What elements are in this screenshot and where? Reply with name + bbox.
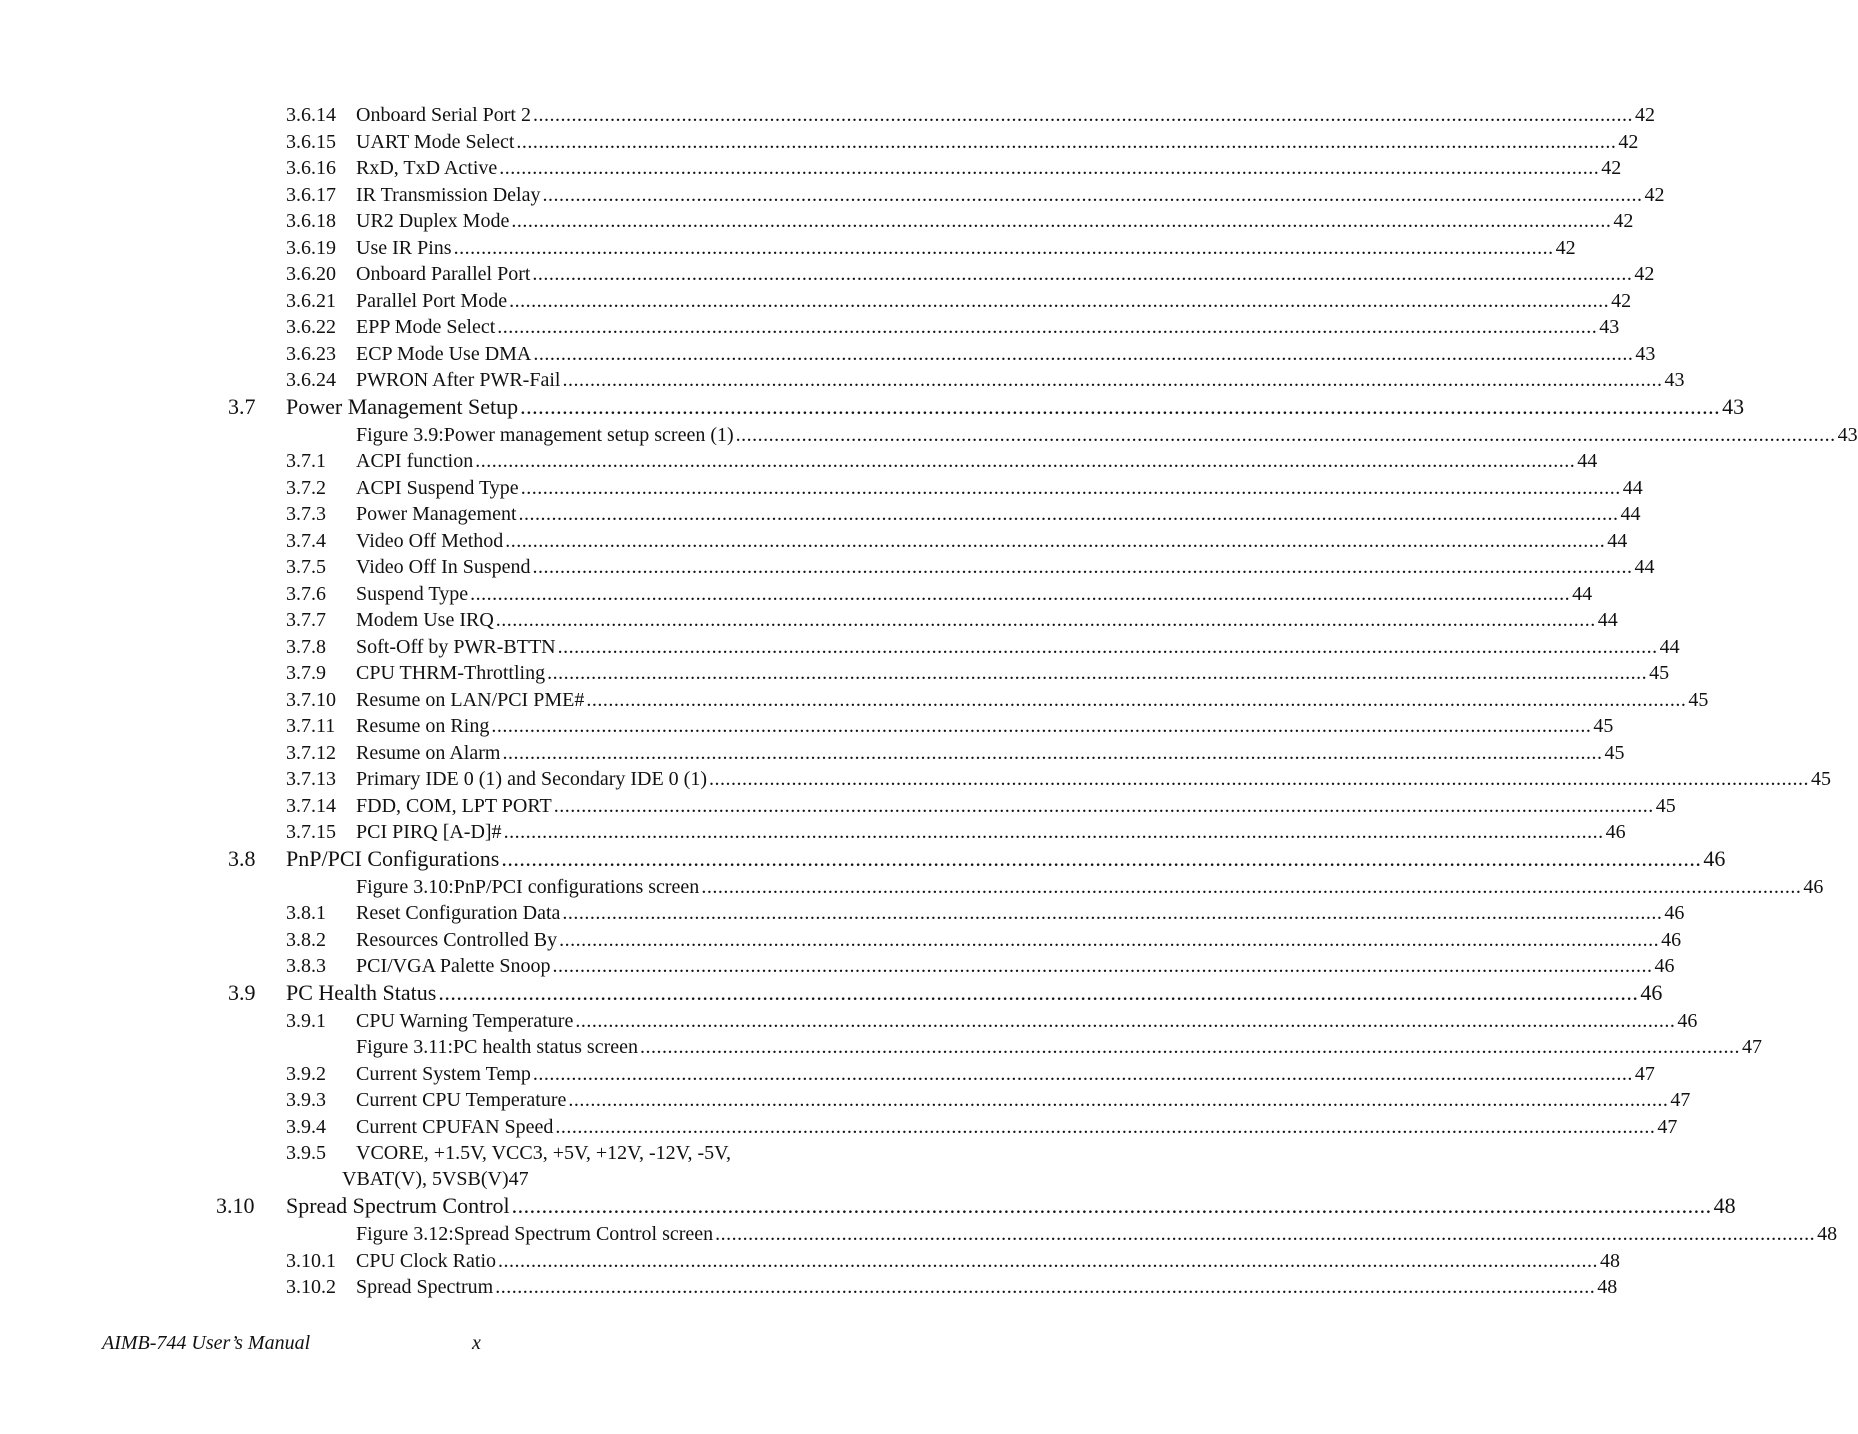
toc-title: ECP Mode Use DMA <box>356 342 532 365</box>
toc-page-number: 46 <box>1661 928 1682 951</box>
dot-leader: ........................................................................................................................................................................................................ <box>557 635 1658 658</box>
dot-leader: ........................................................................................................................................................................................................ <box>568 1089 1669 1111</box>
toc-title: ACPI Suspend Type <box>356 476 519 499</box>
dot-leader: ........................................................................................................................................................................................................ <box>505 529 1606 552</box>
dot-leader: ........................................................................................................................................................................................................ <box>520 476 1621 499</box>
toc-page-number: 46 <box>1677 1009 1698 1032</box>
toc-title: Current CPU Temperature <box>356 1089 567 1111</box>
dot-leader: ........................................................................................................................................................................................................ <box>438 979 1639 1005</box>
toc-section-number: 3.6.24 <box>286 369 336 391</box>
toc-page-number: 42 <box>1611 289 1632 312</box>
toc-title: PCI PIRQ [A-D]# <box>356 821 502 843</box>
toc-page-number: 45 <box>1593 715 1614 737</box>
toc-title: Spread Spectrum <box>356 1276 494 1298</box>
toc-section-number: 3.6.20 <box>286 263 336 285</box>
toc-section-number: 3.6.23 <box>286 342 336 365</box>
toc-page-number: 46 <box>1605 821 1626 843</box>
dot-leader: ........................................................................................................................................................................................................ <box>495 1276 1596 1298</box>
toc-title: Suspend Type <box>356 582 469 605</box>
dot-leader: ........................................................................................................................................................................................................ <box>575 1009 1676 1032</box>
toc-section-number: 3.7.13 <box>286 768 336 790</box>
toc-entry[interactable] <box>0 528 1628 555</box>
toc-section-number: 3.6.22 <box>286 316 336 338</box>
toc-page-number: 42 <box>1613 210 1634 232</box>
toc-section-number: 3.9.5 <box>286 1142 326 1164</box>
toc-figure-entry[interactable] <box>0 422 1858 449</box>
toc-page-number: 42 <box>1634 263 1655 285</box>
toc-entry[interactable] <box>0 182 1665 209</box>
toc-section-number: 3.7.4 <box>286 529 326 552</box>
dot-leader: ........................................................................................................................................................................................................ <box>715 1223 1816 1245</box>
toc-entry[interactable] <box>0 819 1626 846</box>
toc-entry[interactable] <box>0 687 1709 714</box>
toc-entry[interactable] <box>0 102 1655 129</box>
toc-page-number: 44 <box>1607 529 1628 552</box>
dot-leader: ........................................................................................................................................................................................................ <box>586 688 1687 711</box>
toc-title: Resume on Alarm <box>356 741 501 764</box>
toc-title: Video Off Method <box>356 529 504 552</box>
toc-entry[interactable] <box>0 341 1656 368</box>
toc-entry[interactable] <box>0 367 1685 394</box>
toc-entry[interactable] <box>0 927 1682 954</box>
toc-title: PC Health Status <box>286 979 437 1005</box>
toc-title: PnP/PCI Configurations <box>286 845 500 871</box>
toc-entry[interactable] <box>0 393 1745 422</box>
toc-page-number: 43 <box>1837 423 1858 446</box>
toc-title: Power Management Setup <box>286 393 519 419</box>
dot-leader: ........................................................................................................................................................................................................ <box>497 316 1598 338</box>
dot-leader: ........................................................................................................................................................................................................ <box>511 210 1612 232</box>
toc-page-number: 45 <box>1649 662 1670 684</box>
toc-page-number: 43 <box>1599 316 1620 338</box>
toc-entry[interactable] <box>0 501 1641 528</box>
manual-title: AIMB-744 User’s Manual <box>102 1332 311 1354</box>
toc-title: Onboard Serial Port 2 <box>356 104 531 126</box>
toc-page-number: 42 <box>1555 236 1576 259</box>
toc-page-number: 46 <box>1803 875 1824 898</box>
toc-page-number: 48 <box>1600 1249 1621 1272</box>
toc-entry[interactable] <box>0 953 1675 980</box>
dot-leader: ........................................................................................................................................................................................................ <box>470 582 1571 605</box>
toc-title: Figure 3.11:PC health status screen <box>356 1036 638 1058</box>
toc-entry[interactable] <box>0 235 1576 262</box>
dot-leader: ........................................................................................................................................................................................................ <box>547 662 1648 684</box>
toc-section-number: 3.10 <box>216 1193 255 1218</box>
toc-title: PCI/VGA Palette Snoop <box>356 955 551 977</box>
toc-page-number: 45 <box>1604 741 1625 764</box>
dot-leader: ........................................................................................................................................................................................................ <box>491 715 1592 737</box>
dot-leader: ........................................................................................................................................................................................................ <box>503 821 1604 843</box>
toc-page-number: 44 <box>1577 450 1598 472</box>
toc-section-number: 3.7.10 <box>286 688 336 711</box>
dot-leader: ........................................................................................................................................................................................................ <box>562 369 1663 391</box>
toc-page-number: 46 <box>1664 902 1685 924</box>
toc-section-number: 3.6.17 <box>286 183 336 206</box>
toc-entry[interactable] <box>0 713 1614 740</box>
toc-page-number: 47 <box>1670 1089 1691 1111</box>
dot-leader: ........................................................................................................................................................................................................ <box>552 955 1653 977</box>
toc-entry[interactable] <box>0 607 1618 634</box>
toc-entry[interactable] <box>0 634 1680 661</box>
toc-section-number: 3.9.2 <box>286 1062 326 1085</box>
toc-entry[interactable] <box>0 1008 1698 1035</box>
toc-entry[interactable] <box>0 766 1832 793</box>
dot-leader: ........................................................................................................................................................................................................ <box>453 236 1554 259</box>
toc-section-number: 3.6.15 <box>286 130 336 153</box>
toc-entry[interactable] <box>0 900 1685 927</box>
toc-entry[interactable] <box>0 261 1655 288</box>
toc-section-number: 3.8.1 <box>286 902 326 924</box>
toc-page-number: 44 <box>1622 476 1643 499</box>
toc-page-number: 44 <box>1634 556 1655 578</box>
toc-section-number: 3.7.6 <box>286 582 326 605</box>
toc-page-number: 42 <box>1634 104 1655 126</box>
toc-page-number: 44 <box>1659 635 1680 658</box>
toc-title: Figure 3.9:Power management setup screen (1) <box>356 423 734 446</box>
toc-section-number: 3.8.2 <box>286 928 326 951</box>
dot-leader: ........................................................................................................................................................................................................ <box>475 450 1576 472</box>
toc-title: RxD, TxD Active <box>356 157 498 179</box>
dot-leader: ........................................................................................................................................................................................................ <box>735 423 1836 446</box>
toc-title: Current System Temp <box>356 1062 531 1085</box>
toc-entry[interactable] <box>0 1140 954 1193</box>
toc-section-number: 3.6.19 <box>286 236 336 259</box>
toc-page-number: 46 <box>1703 845 1726 871</box>
toc-title: Figure 3.12:Spread Spectrum Control screen <box>356 1223 714 1245</box>
table-of-contents <box>0 102 1858 1301</box>
toc-page-number: 47 <box>1742 1036 1762 1058</box>
toc-title: EPP Mode Select <box>356 316 496 338</box>
toc-page-number: 42 <box>1644 183 1665 206</box>
toc-section-number: 3.9 <box>228 979 256 1005</box>
toc-title: Resume on Ring <box>356 715 490 737</box>
toc-section-number: 3.6.16 <box>286 157 336 179</box>
toc-title: Modem Use IRQ <box>356 609 494 631</box>
toc-section-number: 3.7.9 <box>286 662 326 684</box>
toc-title: Use IR Pins <box>356 236 452 259</box>
toc-section-number: 3.8 <box>228 845 256 871</box>
toc-title: Onboard Parallel Port <box>356 263 531 285</box>
toc-entry[interactable] <box>0 1114 1678 1141</box>
toc-section-number: 3.7.11 <box>286 715 336 737</box>
toc-entry[interactable] <box>0 155 1622 182</box>
toc-section-number: 3.9.1 <box>286 1009 326 1032</box>
toc-page-number: 47 <box>1634 1062 1655 1085</box>
toc-figure-entry[interactable] <box>0 874 1824 901</box>
toc-section-number: 3.7.15 <box>286 821 336 843</box>
toc-section-number: 3.7.8 <box>286 635 326 658</box>
dot-leader: ........................................................................................................................................................................................................ <box>502 741 1603 764</box>
dot-leader: ........................................................................................................................................................................................................ <box>516 130 1617 153</box>
toc-entry[interactable] <box>0 288 1632 315</box>
toc-section-number: 3.7.12 <box>286 741 336 764</box>
toc-title: Spread Spectrum Control <box>286 1193 510 1218</box>
toc-entry[interactable] <box>0 448 1598 475</box>
toc-title: FDD, COM, LPT PORT <box>356 794 552 817</box>
toc-title: VCORE, +1.5V, VCC3, +5V, +12V, -12V, -5V, <box>356 1142 732 1164</box>
toc-page-number: 48 <box>1597 1276 1618 1298</box>
toc-section-number: 3.7 <box>228 393 256 419</box>
dot-leader: ........................................................................................................................................................................................................ <box>553 794 1654 817</box>
toc-page-number: 46 <box>1654 955 1675 977</box>
toc-entry[interactable] <box>0 1087 1691 1114</box>
dot-leader: ........................................................................................................................................................................................................ <box>709 768 1810 790</box>
toc-title: Power Management <box>356 503 517 525</box>
toc-entry[interactable] <box>0 1248 1621 1275</box>
toc-section-number: 3.10.2 <box>286 1276 336 1298</box>
dot-leader: ........................................................................................................................................................................................................ <box>562 902 1663 924</box>
dot-leader: ........................................................................................................................................................................................................ <box>533 342 1634 365</box>
toc-section-number: 3.7.3 <box>286 503 326 525</box>
dot-leader: ........................................................................................................................................................................................................ <box>532 1062 1633 1085</box>
toc-entry[interactable] <box>0 1061 1655 1088</box>
toc-section-number: 3.7.7 <box>286 609 326 631</box>
toc-entry[interactable] <box>0 1274 1618 1301</box>
toc-title: Resume on LAN/PCI PME# <box>356 688 585 711</box>
toc-entry[interactable] <box>0 581 1593 608</box>
toc-page-number: 47 <box>1657 1115 1678 1138</box>
toc-title: CPU Warning Temperature <box>356 1009 574 1032</box>
toc-page-number: 45 <box>1655 794 1676 817</box>
toc-entry[interactable] <box>0 475 1643 502</box>
toc-page-number: 43 <box>1664 369 1685 391</box>
toc-section-number: 3.6.21 <box>286 289 336 312</box>
toc-title: UART Mode Select <box>356 130 515 153</box>
toc-section-number: 3.7.1 <box>286 450 326 472</box>
toc-section-number: 3.8.3 <box>286 955 326 977</box>
toc-figure-entry[interactable] <box>0 1034 1762 1061</box>
toc-page-number: 44 <box>1597 609 1618 631</box>
page-number: x <box>472 1332 481 1354</box>
toc-page-number: 45 <box>1688 688 1709 711</box>
dot-leader: ........................................................................................................................................................................................................ <box>501 845 1702 871</box>
toc-page-number: 48 <box>1713 1193 1736 1218</box>
toc-entry[interactable] <box>0 314 1620 341</box>
toc-entry[interactable] <box>0 208 1634 235</box>
toc-title: Primary IDE 0 (1) and Secondary IDE 0 (1) <box>356 768 708 790</box>
toc-title: UR2 Duplex Mode <box>356 210 510 232</box>
dot-leader: ........................................................................................................................................................................................................ <box>498 1249 1599 1272</box>
toc-section-number: 3.7.14 <box>286 794 336 817</box>
toc-entry[interactable] <box>0 793 1676 820</box>
toc-entry[interactable] <box>0 1193 1736 1221</box>
dot-leader: ........................................................................................................................................................................................................ <box>640 1036 1740 1058</box>
toc-section-number: 3.10.1 <box>286 1249 336 1272</box>
toc-page-number: 44 <box>1620 503 1641 525</box>
toc-section-number: 3.7.5 <box>286 556 326 578</box>
toc-title: Figure 3.10:PnP/PCI configurations screen <box>356 875 700 898</box>
toc-entry[interactable] <box>0 129 1639 156</box>
dot-leader: ........................................................................................................................................................................................................ <box>532 263 1633 285</box>
toc-page-number: 45 <box>1811 768 1832 790</box>
toc-entry[interactable] <box>0 845 1726 874</box>
toc-title: Parallel Port Mode <box>356 289 508 312</box>
toc-page-number: 46 <box>1640 979 1663 1005</box>
toc-page-number: 42 <box>1601 157 1622 179</box>
dot-leader: ........................................................................................................................................................................................................ <box>555 1115 1656 1138</box>
dot-leader: ........................................................................................................................................................................................................ <box>520 393 1721 419</box>
toc-title: Soft-Off by PWR-BTTN <box>356 635 556 658</box>
toc-section-number: 3.7.2 <box>286 476 326 499</box>
toc-page-number: 44 <box>1572 582 1593 605</box>
toc-section-number: 3.9.3 <box>286 1089 326 1111</box>
toc-entry[interactable] <box>0 660 1670 687</box>
toc-entry[interactable] <box>0 740 1625 767</box>
toc-page-number: 48 <box>1817 1223 1838 1245</box>
toc-entry[interactable] <box>0 554 1655 581</box>
toc-title: CPU THRM-Throttling <box>356 662 546 684</box>
dot-leader: ........................................................................................................................................................................................................ <box>532 556 1633 578</box>
toc-title: Video Off In Suspend <box>356 556 531 578</box>
toc-title: Current CPUFAN Speed <box>356 1115 554 1138</box>
dot-leader: ........................................................................................................................................................................................................ <box>701 875 1802 898</box>
toc-section-number: 3.6.18 <box>286 210 336 232</box>
dot-leader: ........................................................................................................................................................................................................ <box>559 928 1660 951</box>
toc-figure-entry[interactable] <box>0 1221 1838 1248</box>
toc-entry[interactable] <box>0 979 1663 1008</box>
toc-section-number: 3.6.14 <box>286 104 336 126</box>
dot-leader: ........................................................................................................................................................................................................ <box>495 609 1596 631</box>
toc-section-number: 3.9.4 <box>286 1115 326 1138</box>
dot-leader: ........................................................................................................................................................................................................ <box>542 183 1643 206</box>
toc-title: Resources Controlled By <box>356 928 558 951</box>
toc-title-continuation: VBAT(V), 5VSB(V)47 <box>342 1168 529 1190</box>
toc-title: Reset Configuration Data <box>356 902 561 924</box>
dot-leader: ........................................................................................................................................................................................................ <box>532 104 1633 126</box>
toc-title: CPU Clock Ratio <box>356 1249 497 1272</box>
toc-page-number: 42 <box>1618 130 1639 153</box>
toc-title: ACPI function <box>356 450 474 472</box>
toc-page-number: 43 <box>1635 342 1656 365</box>
page-footer <box>102 1332 481 1355</box>
dot-leader: ........................................................................................................................................................................................................ <box>511 1193 1712 1218</box>
toc-page-number: 43 <box>1722 393 1745 419</box>
dot-leader: ........................................................................................................................................................................................................ <box>518 503 1619 525</box>
dot-leader: ........................................................................................................................................................................................................ <box>499 157 1600 179</box>
toc-title: IR Transmission Delay <box>356 183 541 206</box>
toc-title: PWRON After PWR-Fail <box>356 369 561 391</box>
dot-leader: ........................................................................................................................................................................................................ <box>509 289 1610 312</box>
